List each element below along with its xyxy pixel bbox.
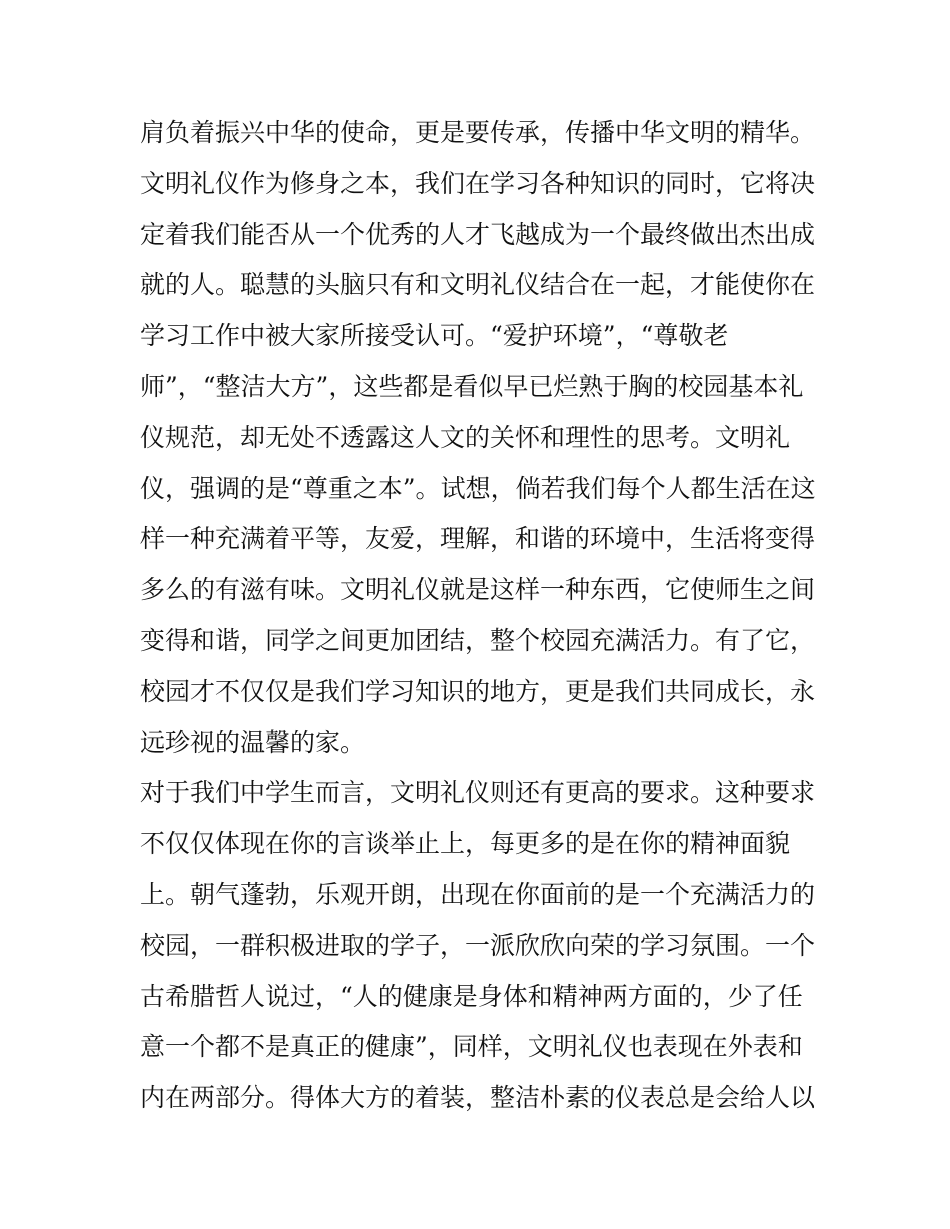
text-line: 上。朝气蓬勃，乐观开朗，出现在你面前的是一个充满活力的 (140, 879, 816, 909)
body-text (140, 108, 820, 1124)
text-line: 文明礼仪作为修身之本，我们在学习各种知识的同时，它将决 (140, 168, 816, 198)
text-line: 就的人。聪慧的头脑只有和文明礼仪结合在一起，才能使你在 (140, 270, 816, 300)
text-line: 学习工作中被大家所接受认可。“爱护环境”，“尊敬老 (140, 321, 729, 351)
text-line: 多么的有滋有味。文明礼仪就是这样一种东西，它使师生之间 (140, 575, 816, 605)
text-line: 古希腊哲人说过，“人的健康是身体和精神两方面的，少了任 (140, 981, 803, 1011)
text-line: 不仅仅体现在你的言谈举止上，每更多的是在你的精神面貌 (140, 829, 791, 859)
text-line: 远珍视的温馨的家。 (140, 727, 366, 757)
text-line: 样一种充满着平等，友爱，理解，和谐的环境中，生活将变得 (140, 524, 816, 554)
text-line: 仪，强调的是“尊重之本”。试想，倘若我们每个人都生活在这 (140, 473, 816, 503)
text-line: 定着我们能否从一个优秀的人才飞越成为一个最终做出杰出成 (140, 219, 816, 249)
text-line: 校园，一群积极进取的学子，一派欣欣向荣的学习氛围。一个 (140, 930, 816, 960)
text-line: 内在两部分。得体大方的着装，整洁朴素的仪表总是会给人以 (140, 1083, 816, 1113)
text-line: 师”，“整洁大方”，这些都是看似早已烂熟于胸的校园基本礼 (140, 371, 804, 401)
text-line: 肩负着振兴中华的使命，更是要传承，传播中华文明的精华。 (140, 118, 816, 147)
text-line: 校园才不仅仅是我们学习知识的地方，更是我们共同成长，永 (140, 676, 816, 706)
text-line: 对于我们中学生而言，文明礼仪则还有更高的要求。这种要求 (140, 778, 816, 808)
text-line: 意一个都不是真正的健康”，同样，文明礼仪也表现在外表和 (140, 1032, 803, 1062)
text-line: 仪规范，却无处不透露这人文的关怀和理性的思考。文明礼 (140, 422, 791, 452)
text-line: 变得和谐，同学之间更加团结，整个校园充满活力。有了它， (140, 625, 816, 655)
